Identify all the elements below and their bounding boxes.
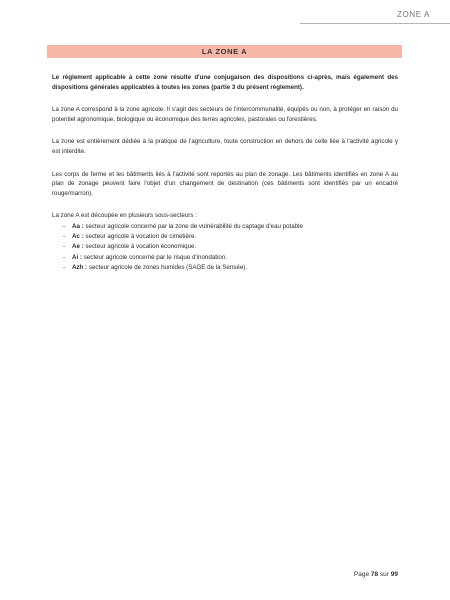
page-total: 99 (390, 571, 398, 578)
page-number (354, 571, 398, 578)
list-item (63, 222, 398, 232)
subsector-description: secteur agricole à vocation économique. (83, 243, 197, 251)
list-item (63, 242, 398, 252)
subsector-description: secteur agricole à vocation de cimetière. (83, 233, 197, 241)
list-item (63, 232, 398, 242)
list-bullet: - (63, 222, 66, 230)
paragraph-buildings: Les corps de ferme et les bâtiments liés à l'activité sont reportés au plan de zonage. Les bâtiments identifiés en zone A au plan de zonage peuvent faire l'objet d'un changement de destination (ces bâtiments sont identifiés par un encadré rouge/marron). (52, 170, 398, 197)
subsector-description: secteur agricole concerné par le risque d'inondation. (81, 253, 227, 261)
subsector-code: Ae : (72, 243, 84, 251)
subsector-description: secteur agricole concerné par la zone de vulnérabilité du captage d'eau potable (83, 222, 303, 230)
list-bullet: - (63, 263, 66, 271)
list-bullet: - (63, 243, 66, 251)
list-bullet: - (63, 253, 66, 261)
document-body (52, 73, 398, 273)
paragraph-definition: La zone A correspond à la zone agricole. Il s'agit des secteurs de l'intercommunalité, équipés ou non, à protéger en raison du potentiel agronomique, biologique ou économique des terres agricoles, pastorales ou forestières. (52, 106, 398, 123)
page-separator: sur (378, 571, 391, 578)
list-bullet: - (63, 233, 66, 241)
running-header: ZONE A (397, 10, 430, 19)
intro-paragraph: Le règlement applicable à cette zone résulte d'une conjugaison des dispositions ci-après, mais également des dispositions générales applicables à toutes les zones (partie 3 du présent règlement). (52, 74, 398, 91)
page-prefix: Page (353, 571, 371, 578)
paragraph-usage: La zone est entièrement dédiée à la pratique de l'agriculture, toute construction en dehors de celle liée à l'activité agricole y est interdite. (52, 138, 398, 155)
paragraph-subsectors-intro: La zone A est découpée en plusieurs sous-secteurs : (52, 212, 197, 220)
section-title: LA ZONE A (47, 45, 402, 58)
list-item (63, 263, 398, 273)
subsector-description: secteur agricole de zones humides (SAGE de la Sensée). (87, 263, 248, 271)
subsector-code: Azh : (72, 263, 88, 271)
subsector-list (52, 222, 398, 273)
header-rule (300, 23, 450, 24)
subsector-code: Ai : (72, 253, 82, 261)
subsector-code: Ac : (72, 233, 84, 241)
list-item (63, 253, 398, 263)
page-current: 78 (370, 571, 379, 578)
subsector-code: Aa : (72, 222, 84, 230)
